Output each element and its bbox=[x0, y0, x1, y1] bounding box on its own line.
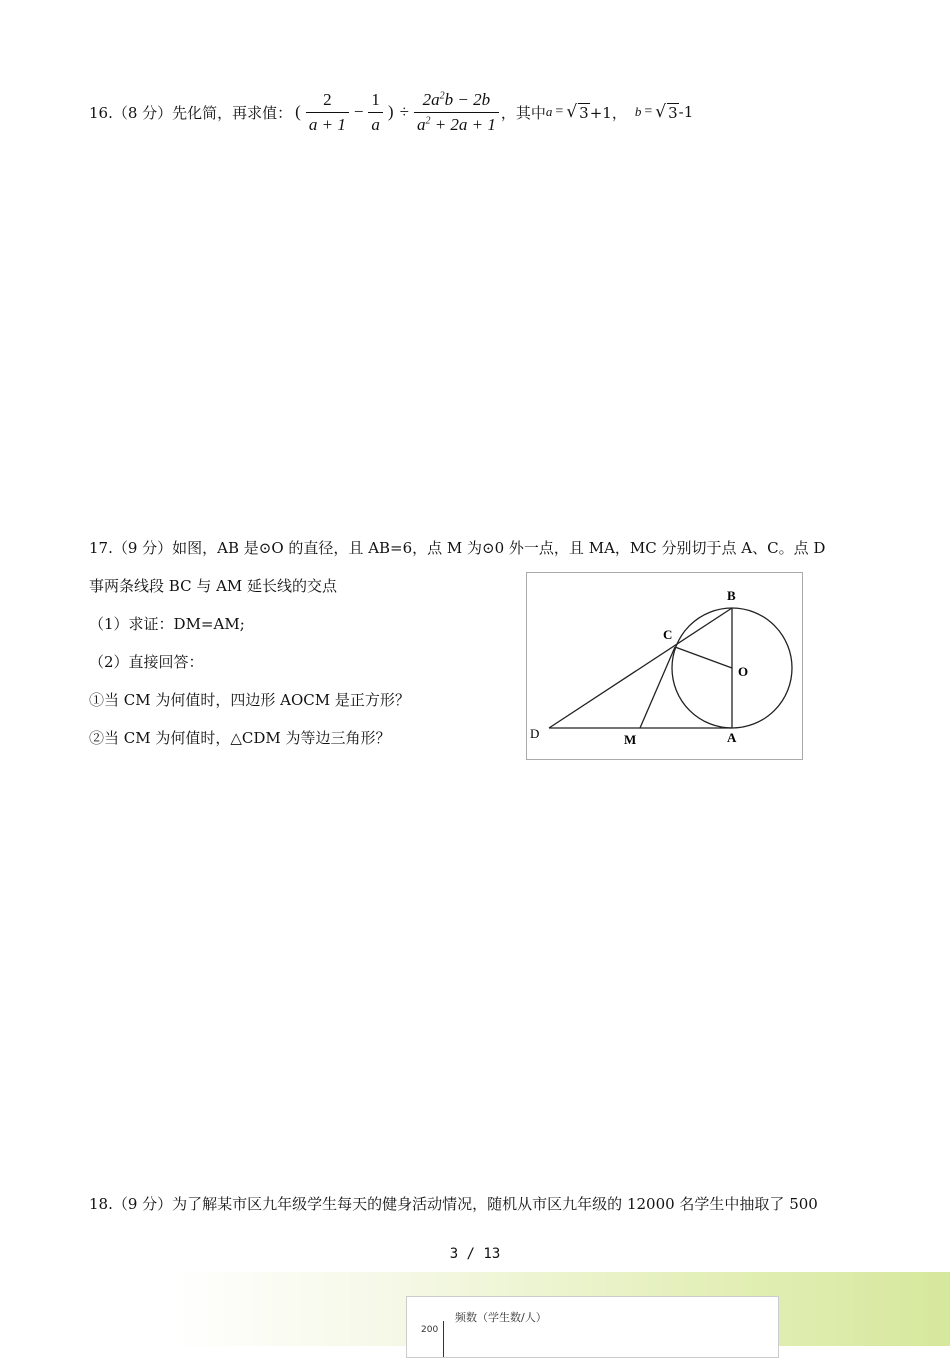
circle-tangent-diagram bbox=[527, 573, 802, 759]
q17-geometry-figure bbox=[526, 572, 803, 760]
q16-f3-numerator bbox=[420, 90, 493, 112]
q16-fraction-3 bbox=[414, 90, 499, 135]
q17-sub2: （2）直接回答： bbox=[89, 653, 204, 671]
q17-sub3: ①当 CM 为何值时，四边形 AOCM 是正方形？ bbox=[89, 691, 410, 709]
q16-b-var: b bbox=[634, 104, 642, 119]
chart-peek-axis bbox=[443, 1321, 444, 1357]
label-m: M bbox=[624, 732, 637, 747]
q16-prefix: 16.（8 分）先化简，再求值： bbox=[89, 103, 293, 122]
q16-fraction-1 bbox=[306, 90, 349, 135]
q16-f2-denominator: a bbox=[368, 112, 383, 135]
q17-line2: 事两条线段 BC 与 AM 延长线的交点 bbox=[89, 577, 338, 595]
label-b: B bbox=[727, 588, 736, 603]
q16-eq1: = bbox=[555, 104, 564, 119]
q16-f3-den-a: a bbox=[416, 114, 426, 134]
label-a: A bbox=[727, 730, 737, 745]
label-o: O bbox=[738, 664, 749, 679]
q16-rparen: ) bbox=[387, 102, 394, 121]
q18-line1: 18.（9 分）为了解某市区九年级学生每天的健身活动情况，随机从市区九年级的 12000 名学生中抽取了 500 bbox=[89, 1195, 818, 1213]
q16-f2-numerator: 1 bbox=[371, 89, 380, 109]
chart-peek-ylabel: 频数（学生数/人） bbox=[455, 1311, 547, 1324]
q16-root1: 3 bbox=[579, 103, 589, 122]
q16-b-rest: -1 bbox=[678, 103, 694, 121]
q16-where: ，其中 bbox=[500, 103, 546, 122]
sqrt-icon: √ bbox=[655, 102, 667, 122]
q16-divide: ÷ bbox=[399, 102, 409, 121]
q16-minus: − bbox=[353, 102, 364, 121]
q17-sub1: （1）求证：DM=AM; bbox=[89, 615, 245, 633]
question-16 bbox=[89, 88, 693, 136]
q16-a-var: a bbox=[545, 104, 553, 119]
radius-oc bbox=[675, 647, 732, 668]
tangent-mc bbox=[640, 647, 675, 728]
q16-fraction-2 bbox=[368, 90, 383, 135]
q17-line1: 17.（9 分）如图，AB 是⊙O 的直径，且 AB=6，点 M 为⊙0 外一点，且 MA，MC 分别切于点 A、C。点 D bbox=[89, 539, 826, 557]
q16-f3-den-sup: 2 bbox=[425, 114, 431, 126]
q16-f3-num-sup: 2 bbox=[439, 89, 445, 101]
label-c: C bbox=[663, 627, 673, 642]
q16-lparen: ( bbox=[295, 102, 301, 121]
q16-f3-num-b: b − 2b bbox=[444, 89, 491, 109]
label-d: D bbox=[530, 726, 540, 741]
q16-f1-numerator: 2 bbox=[323, 89, 332, 109]
next-page-chart-peek bbox=[406, 1296, 779, 1358]
q16-f1-denominator: a + 1 bbox=[306, 112, 349, 135]
page-number: 3 / 13 bbox=[449, 1246, 501, 1262]
line-db bbox=[549, 608, 732, 728]
q16-root2: 3 bbox=[668, 103, 678, 122]
q17-sub4: ②当 CM 为何值时，△CDM 为等边三角形？ bbox=[89, 729, 391, 747]
q16-f3-den-b: + 2a + 1 bbox=[430, 114, 496, 134]
sqrt-icon: √ bbox=[566, 102, 578, 122]
q16-f3-num-a: 2a bbox=[422, 89, 440, 109]
q16-f3-denominator bbox=[414, 112, 499, 135]
q16-a-rest: +1， bbox=[589, 103, 627, 122]
chart-peek-tick: 200 bbox=[421, 1325, 439, 1335]
q16-eq2: = bbox=[644, 104, 653, 119]
